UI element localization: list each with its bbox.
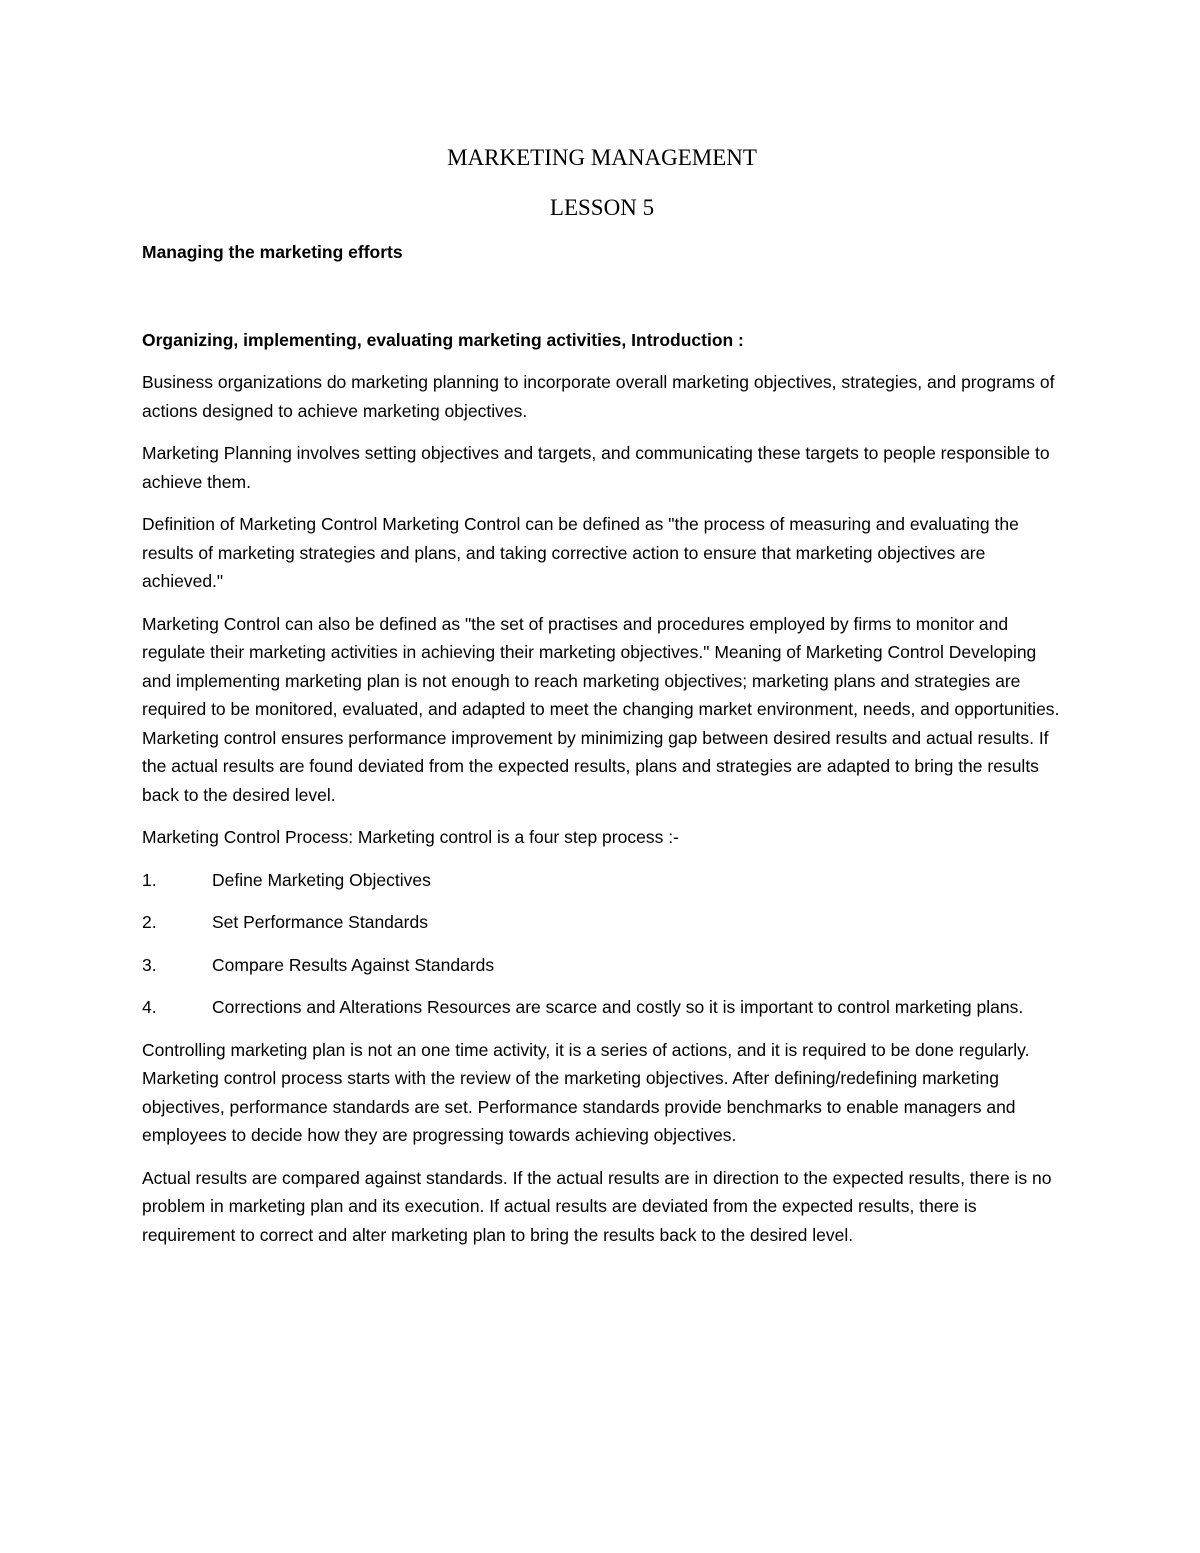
paragraph: Marketing Control can also be defined as "the set of practises and procedures employed by firms to monitor and regulate their marketing activities in achieving their marketing objectives." Meaning of Marketing Control Developing and implementing marketing plan is not enough to reach marketing objectives; marketing plans and strategies are required to be monitored, evaluated, and adapted to meet the changing market environment, needs, and opportunities. Marketing control ensures performance improvement by minimizing gap between desired results and actual results. If the actual results are found deviated from the expected results, plans and strategies are adapted to bring the results back to the desired level. [142, 613, 1060, 805]
section-heading: Organizing, implementing, evaluating marketing activities, Introduction : [142, 330, 744, 350]
paragraph: Marketing Control Process: Marketing control is a four step process :- [142, 827, 679, 847]
list-number: 3. [142, 954, 157, 975]
list-number: 4. [142, 997, 157, 1017]
document-title: MARKETING MANAGEMENT [447, 145, 757, 170]
list-text: Set Performance Standards [212, 912, 428, 932]
list-text: Compare Results Against Standards [212, 954, 495, 975]
paragraph: Definition of Marketing Control Marketing Control can be defined as "the process of measuring and evaluating the results of marketing strategies and plans, and taking corrective action to ensure that marketing objectives are achieved." [142, 514, 1019, 591]
document-body [142, 142, 1062, 1249]
subheading: Managing the marketing efforts [142, 242, 403, 262]
list-text: Corrections and Alterations Resources are scarce and costly so it is important to control marketing plans. [212, 997, 1024, 1017]
paragraph: Controlling marketing plan is not an one time activity, it is a series of actions, and it is required to be done regularly. Marketing control process starts with the review of the marketing objectives. After defining/redefining marketing objectives, performance standards are set. Performance standards provide benchmarks to enable managers and employees to decide how they are progressing towards achieving objectives. [142, 1039, 1030, 1145]
list-item [142, 951, 1062, 980]
paragraph: Business organizations do marketing planning to incorporate overall marketing objectives, strategies, and programs of actions designed to achieve marketing objectives. [142, 372, 1055, 421]
list-item [142, 866, 1062, 895]
list-text: Define Marketing Objectives [212, 869, 431, 890]
lesson-heading: LESSON 5 [549, 195, 655, 220]
paragraph: Actual results are compared against standards. If the actual results are in direction to the expected results, there is no problem in marketing plan and its execution. If actual results are deviated from the expected results, there is requirement to correct and alter marketing plan to bring the results back to the desired level. [142, 1167, 1052, 1245]
list-item [142, 993, 1062, 1022]
list-item [142, 908, 1062, 937]
list-number: 2. [142, 912, 157, 932]
list-number: 1. [142, 869, 157, 890]
paragraph: Marketing Planning involves setting objectives and targets, and communicating these targets to people responsible to achieve them. [142, 443, 1050, 492]
